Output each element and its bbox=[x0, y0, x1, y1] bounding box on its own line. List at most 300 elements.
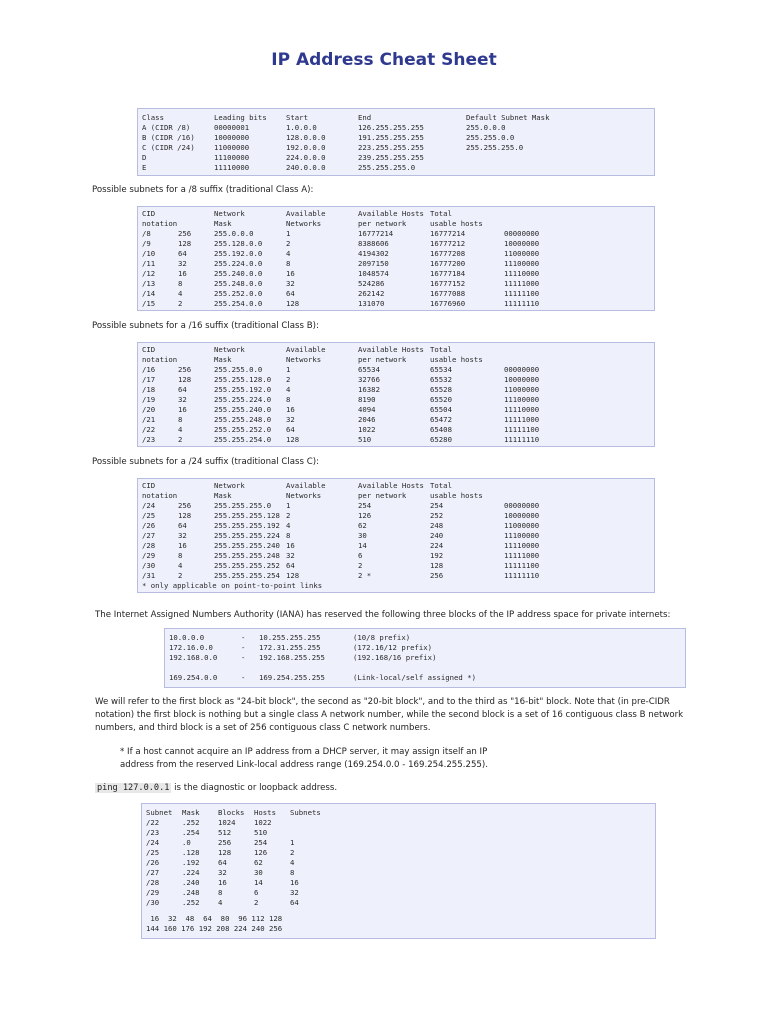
table-cell: 64 bbox=[286, 289, 295, 298]
table-cell: 2 bbox=[286, 511, 291, 520]
table-cell: 255.255.255.0 bbox=[358, 163, 416, 172]
table-cell: 1 bbox=[286, 501, 291, 510]
table-cell: /18 bbox=[142, 385, 156, 394]
table-cell: 16777212 bbox=[430, 239, 466, 248]
table-cell: 11111000 bbox=[504, 279, 540, 288]
table-cell: 224 bbox=[430, 541, 444, 550]
column-header: CID bbox=[142, 345, 156, 354]
table-cell: 255.255.255.224 bbox=[214, 531, 280, 540]
table-cell: 16 bbox=[178, 541, 187, 550]
table-cell: /23 bbox=[142, 435, 156, 444]
table-cell: 16 bbox=[286, 269, 295, 278]
table-cell: 65520 bbox=[430, 395, 452, 404]
iana-intro: The Internet Assigned Numbers Authority (IANA) has reserved the following three blocks of the IP address space for private internets: bbox=[95, 610, 671, 620]
table-cell: .252 bbox=[182, 818, 200, 827]
table-cell: 128 bbox=[178, 375, 192, 384]
column-header: Total bbox=[430, 481, 452, 490]
table-cell: 255.255.240.0 bbox=[214, 405, 272, 414]
table-cell: E bbox=[142, 163, 147, 172]
table-cell: 11111100 bbox=[504, 561, 540, 570]
table-cell: 256 bbox=[178, 365, 192, 374]
column-header: usable hosts bbox=[430, 355, 483, 364]
table-cell: 11000000 bbox=[504, 521, 540, 530]
table-cell: 32 bbox=[218, 868, 227, 877]
table-cell: 65504 bbox=[430, 405, 452, 414]
table-cell: 255.224.0.0 bbox=[214, 259, 263, 268]
table-cell: 16 bbox=[218, 878, 227, 887]
table-cell: 64 bbox=[178, 385, 187, 394]
table-cell: 16 bbox=[290, 878, 299, 887]
section-b-caption: Possible subnets for a /16 suffix (traditional Class B): bbox=[92, 321, 319, 331]
column-header: Available bbox=[286, 209, 326, 218]
table-cell: 64 bbox=[286, 425, 295, 434]
column-header: Hosts bbox=[254, 808, 276, 817]
column-header: Networks bbox=[286, 491, 322, 500]
table-cell: - bbox=[241, 643, 246, 652]
table-cell: 128 bbox=[286, 435, 300, 444]
column-header: Available Hosts bbox=[358, 481, 424, 490]
table-cell: .192 bbox=[182, 858, 200, 867]
table-cell: 16777208 bbox=[430, 249, 466, 258]
table-cell: 255.254.0.0 bbox=[214, 299, 263, 308]
table-cell: 256 bbox=[430, 571, 444, 580]
table-cell: 8 bbox=[286, 395, 291, 404]
block-explanation: We will refer to the first block as "24-bit block", the second as "20-bit block", and to the third as "16-bit" block. Note that (in pre-CIDR notation) the first block is nothing but a single class A network number, while the second block is a set of 16 contiguous class B network numbers, and third block is a set of 256 contiguous class C network numbers. bbox=[95, 697, 684, 733]
table-cell: A (CIDR /8) bbox=[142, 123, 191, 132]
table-cell: 32 bbox=[286, 279, 295, 288]
iana-blocks bbox=[164, 628, 686, 688]
table-cell: 2 bbox=[178, 435, 183, 444]
table-cell: 16777184 bbox=[430, 269, 466, 278]
table-cell: 16777152 bbox=[430, 279, 466, 288]
table-cell: 255.255.255.252 bbox=[214, 561, 280, 570]
table-cell: /23 bbox=[146, 828, 160, 837]
column-header: Available Hosts bbox=[358, 209, 424, 218]
table-cell: 255.255.255.0 bbox=[466, 143, 524, 152]
table-cell: 65408 bbox=[430, 425, 452, 434]
table-cell: 10000000 bbox=[504, 375, 540, 384]
column-header: Network bbox=[214, 209, 245, 218]
table-cell: 10000000 bbox=[504, 511, 540, 520]
subnet-summary-table bbox=[141, 803, 656, 939]
table-cell: 32 bbox=[286, 551, 295, 560]
table-cell: 8190 bbox=[358, 395, 376, 404]
table-cell: 32 bbox=[286, 415, 295, 424]
block-sizes-line: 144 160 176 192 208 224 240 256 bbox=[146, 924, 283, 933]
table-cell: 65528 bbox=[430, 385, 452, 394]
table-cell: 255.192.0.0 bbox=[214, 249, 263, 258]
table-cell: 11100000 bbox=[214, 153, 250, 162]
loopback-code: ping 127.0.0.1 bbox=[97, 783, 170, 793]
table-cell: 4194302 bbox=[358, 249, 389, 258]
table-cell: 64 bbox=[218, 858, 227, 867]
table-cell: 255.248.0.0 bbox=[214, 279, 263, 288]
table-cell: 2 bbox=[286, 239, 291, 248]
table-cell: 4 bbox=[178, 561, 183, 570]
table-cell: 11000000 bbox=[214, 143, 250, 152]
table-cell: /16 bbox=[142, 365, 156, 374]
table-cell: 128 bbox=[178, 239, 192, 248]
table-cell: 32766 bbox=[358, 375, 380, 384]
table-cell: 64 bbox=[178, 521, 187, 530]
table-cell: 6 bbox=[358, 551, 363, 560]
table-cell: 255.255.224.0 bbox=[214, 395, 272, 404]
table-cell: 2 bbox=[290, 848, 295, 857]
table-cell: 128 bbox=[218, 848, 232, 857]
table-cell: 255.255.255.248 bbox=[214, 551, 280, 560]
table-cell: /29 bbox=[142, 551, 156, 560]
subnet-table-b bbox=[137, 342, 655, 447]
table-cell: 254 bbox=[430, 501, 444, 510]
column-header: CID bbox=[142, 481, 156, 490]
column-header: Mask bbox=[214, 491, 232, 500]
table-cell: (10/8 prefix) bbox=[353, 633, 411, 642]
table-cell: /29 bbox=[146, 888, 160, 897]
table-cell: 4 bbox=[286, 385, 291, 394]
column-header: notation bbox=[142, 219, 178, 228]
table-cell: 255.240.0.0 bbox=[214, 269, 263, 278]
table-cell: /22 bbox=[146, 818, 160, 827]
table-cell: 192.0.0.0 bbox=[286, 143, 326, 152]
column-header: Mask bbox=[214, 355, 232, 364]
table-cell: /8 bbox=[142, 229, 151, 238]
table-cell: 11100000 bbox=[504, 259, 540, 268]
table-cell: 255.255.252.0 bbox=[214, 425, 272, 434]
table-cell: 11100000 bbox=[504, 395, 540, 404]
table-cell: D bbox=[142, 153, 147, 162]
dhcp-note: * If a host cannot acquire an IP address from a DHCP server, it may assign itself an IP address from the reserved Link-local address range (169.254.0.0 - 169.254.255.255). bbox=[120, 747, 488, 770]
table-cell: 255.255.254.0 bbox=[214, 435, 272, 444]
table-cell: /10 bbox=[142, 249, 156, 258]
table-cell: 2 bbox=[254, 898, 259, 907]
column-header: Networks bbox=[286, 219, 322, 228]
table-cell: 192.168.0.0 bbox=[169, 653, 218, 662]
table-cell: 512 bbox=[218, 828, 232, 837]
table-cell: 510 bbox=[358, 435, 372, 444]
column-header: Available bbox=[286, 481, 326, 490]
table-cell: 126 bbox=[358, 511, 372, 520]
column-header: Network bbox=[214, 481, 245, 490]
table-cell: 524286 bbox=[358, 279, 385, 288]
column-header: per network bbox=[358, 219, 407, 228]
table-cell: 16777088 bbox=[430, 289, 466, 298]
column-header: usable hosts bbox=[430, 491, 483, 500]
table-cell: 11111000 bbox=[504, 551, 540, 560]
table-cell: 11111000 bbox=[504, 415, 540, 424]
table-cell: .128 bbox=[182, 848, 200, 857]
table-cell: 16777214 bbox=[430, 229, 466, 238]
table-cell: 8 bbox=[218, 888, 223, 897]
table-cell: 128 bbox=[286, 571, 300, 580]
table-cell: 32 bbox=[178, 395, 187, 404]
table-cell: 1022 bbox=[358, 425, 376, 434]
table-cell: 6 bbox=[254, 888, 259, 897]
column-header: Leading bits bbox=[214, 113, 267, 122]
table-cell: 00000001 bbox=[214, 123, 250, 132]
table-cell: 2 bbox=[178, 571, 183, 580]
table-cell: /26 bbox=[146, 858, 160, 867]
table-cell: 11000000 bbox=[504, 249, 540, 258]
table-cell: 32 bbox=[178, 259, 187, 268]
table-cell: /31 bbox=[142, 571, 156, 580]
column-header: Subnet bbox=[146, 808, 173, 817]
table-cell: /12 bbox=[142, 269, 156, 278]
table-cell: 65280 bbox=[430, 435, 452, 444]
table-cell: 255.255.255.240 bbox=[214, 541, 280, 550]
table-cell: .252 bbox=[182, 898, 200, 907]
column-header: CID bbox=[142, 209, 156, 218]
table-cell: 255.255.248.0 bbox=[214, 415, 272, 424]
table-cell: 172.31.255.255 bbox=[259, 643, 321, 652]
table-cell: 11111110 bbox=[504, 435, 540, 444]
table-cell: 224.0.0.0 bbox=[286, 153, 326, 162]
table-cell: 254 bbox=[254, 838, 268, 847]
page-title: IP Address Cheat Sheet bbox=[271, 50, 497, 70]
column-header: End bbox=[358, 113, 372, 122]
table-cell: /13 bbox=[142, 279, 156, 288]
table-cell: 30 bbox=[358, 531, 367, 540]
column-header: Blocks bbox=[218, 808, 245, 817]
section-a-caption: Possible subnets for a /8 suffix (traditional Class A): bbox=[92, 185, 314, 195]
table-cell: /28 bbox=[146, 878, 160, 887]
table-cell: 1 bbox=[286, 365, 291, 374]
table-cell: 239.255.255.255 bbox=[358, 153, 424, 162]
table-cell: 126 bbox=[254, 848, 268, 857]
table-cell: 11111110 bbox=[504, 571, 540, 580]
table-cell: 16 bbox=[286, 405, 295, 414]
table-cell: 240.0.0.0 bbox=[286, 163, 326, 172]
table-cell: 16776960 bbox=[430, 299, 466, 308]
class-table bbox=[137, 108, 655, 176]
table-cell: /30 bbox=[146, 898, 160, 907]
table-cell: 8 bbox=[286, 531, 291, 540]
table-cell: 14 bbox=[358, 541, 367, 550]
table-cell: 00000000 bbox=[504, 365, 540, 374]
table-cell: 169.254.255.255 bbox=[259, 673, 325, 682]
table-cell: /20 bbox=[142, 405, 156, 414]
section-c-caption: Possible subnets for a /24 suffix (traditional Class C): bbox=[92, 457, 319, 467]
table-cell: /25 bbox=[142, 511, 156, 520]
table-cell: 255.255.255.0 bbox=[214, 501, 272, 510]
table-cell: 2046 bbox=[358, 415, 376, 424]
table-cell: 255.255.0.0 bbox=[466, 133, 515, 142]
table-cell: 4 bbox=[218, 898, 223, 907]
table-cell: 11110000 bbox=[504, 269, 540, 278]
column-header: Available bbox=[286, 345, 326, 354]
table-cell: 10000000 bbox=[504, 239, 540, 248]
table-cell: 4 bbox=[290, 858, 295, 867]
table-cell: /24 bbox=[146, 838, 160, 847]
table-cell: 10.255.255.255 bbox=[259, 633, 321, 642]
table-cell: 8 bbox=[178, 551, 183, 560]
table-cell: .0 bbox=[182, 838, 191, 847]
column-header: Class bbox=[142, 113, 164, 122]
table-cell: 262142 bbox=[358, 289, 385, 298]
table-cell: 30 bbox=[254, 868, 263, 877]
table-cell: 11111110 bbox=[504, 299, 540, 308]
table-cell: 255.0.0.0 bbox=[466, 123, 506, 132]
table-cell: /21 bbox=[142, 415, 156, 424]
column-header: Mask bbox=[214, 219, 232, 228]
table-cell: 4 bbox=[286, 521, 291, 530]
table-cell: 4 bbox=[178, 289, 183, 298]
table-cell: 255.255.255.128 bbox=[214, 511, 280, 520]
table-cell: 255.128.0.0 bbox=[214, 239, 263, 248]
table-cell: 32 bbox=[178, 531, 187, 540]
table-cell: 11110000 bbox=[504, 541, 540, 550]
table-cell: 126.255.255.255 bbox=[358, 123, 424, 132]
table-cell: /30 bbox=[142, 561, 156, 570]
column-header: Networks bbox=[286, 355, 322, 364]
column-header: notation bbox=[142, 355, 178, 364]
table-cell: /19 bbox=[142, 395, 156, 404]
loopback-line bbox=[95, 782, 337, 795]
table-cell: 254 bbox=[358, 501, 372, 510]
table-cell: 2 * bbox=[358, 571, 372, 580]
table-cell: 11110000 bbox=[214, 163, 250, 172]
table-cell: /24 bbox=[142, 501, 156, 510]
table-cell: /25 bbox=[146, 848, 160, 857]
table-cell: (192.168/16 prefix) bbox=[353, 653, 437, 662]
table-cell: /15 bbox=[142, 299, 156, 308]
table-cell: 11100000 bbox=[504, 531, 540, 540]
table-cell: 64 bbox=[286, 561, 295, 570]
table-cell: 2097150 bbox=[358, 259, 389, 268]
table-cell: C (CIDR /24) bbox=[142, 143, 195, 152]
table-cell: 16777214 bbox=[358, 229, 394, 238]
column-header: Total bbox=[430, 345, 452, 354]
table-cell: 11111100 bbox=[504, 289, 540, 298]
table-cell: 255.255.255.254 bbox=[214, 571, 280, 580]
table-cell: 240 bbox=[430, 531, 444, 540]
table-cell: 256 bbox=[218, 838, 232, 847]
table-cell: 10.0.0.0 bbox=[169, 633, 205, 642]
table-cell: /11 bbox=[142, 259, 156, 268]
table-cell: 62 bbox=[254, 858, 263, 867]
table-cell: /9 bbox=[142, 239, 151, 248]
table-cell: 16777200 bbox=[430, 259, 466, 268]
table-cell: 131070 bbox=[358, 299, 385, 308]
table-cell: - bbox=[241, 653, 246, 662]
table-cell: 65534 bbox=[358, 365, 380, 374]
table-cell: 62 bbox=[358, 521, 367, 530]
table-cell: 00000000 bbox=[504, 501, 540, 510]
table-cell: 1048574 bbox=[358, 269, 389, 278]
table-cell: 16382 bbox=[358, 385, 380, 394]
table-cell: 2 bbox=[358, 561, 363, 570]
table-cell: 8 bbox=[178, 415, 183, 424]
table-cell: (Link-local/self assigned *) bbox=[353, 673, 477, 682]
table-cell: 248 bbox=[430, 521, 444, 530]
table-cell: 1 bbox=[286, 229, 291, 238]
column-header: Total bbox=[430, 209, 452, 218]
table-cell: .248 bbox=[182, 888, 200, 897]
table-cell: 16 bbox=[286, 541, 295, 550]
table-cell: 255.0.0.0 bbox=[214, 229, 254, 238]
table-cell: 510 bbox=[254, 828, 268, 837]
table-cell: /27 bbox=[146, 868, 160, 877]
table-cell: 8 bbox=[286, 259, 291, 268]
table-cell: 65472 bbox=[430, 415, 452, 424]
table-cell: /17 bbox=[142, 375, 156, 384]
table-cell: 4 bbox=[178, 425, 183, 434]
table-cell: .224 bbox=[182, 868, 200, 877]
table-cell: 1024 bbox=[218, 818, 236, 827]
table-cell: 4094 bbox=[358, 405, 376, 414]
table-cell: 191.255.255.255 bbox=[358, 133, 424, 142]
table-cell: 256 bbox=[178, 501, 192, 510]
column-header: Default Subnet Mask bbox=[466, 113, 550, 122]
table-cell: /26 bbox=[142, 521, 156, 530]
column-header: notation bbox=[142, 491, 178, 500]
table-cell: 65534 bbox=[430, 365, 452, 374]
table-cell: 255.255.0.0 bbox=[214, 365, 263, 374]
table-cell: 128 bbox=[430, 561, 444, 570]
column-header: usable hosts bbox=[430, 219, 483, 228]
table-cell: 172.16.0.0 bbox=[169, 643, 213, 652]
table-cell: 255.255.128.0 bbox=[214, 375, 272, 384]
table-cell: 255.255.255.192 bbox=[214, 521, 280, 530]
table-cell: 14 bbox=[254, 878, 263, 887]
table-cell: - bbox=[241, 633, 246, 642]
table-cell: /28 bbox=[142, 541, 156, 550]
table-cell: - bbox=[241, 673, 246, 682]
table-cell: 223.255.255.255 bbox=[358, 143, 424, 152]
table-cell: 128.0.0.0 bbox=[286, 133, 326, 142]
table-cell: 192 bbox=[430, 551, 444, 560]
table-cell: 11110000 bbox=[504, 405, 540, 414]
column-header: Mask bbox=[182, 808, 200, 817]
table-cell: 255.252.0.0 bbox=[214, 289, 263, 298]
table-cell: 8 bbox=[290, 868, 295, 877]
table-cell: 64 bbox=[290, 898, 299, 907]
table-cell: 2 bbox=[178, 299, 183, 308]
table-cell: 192.168.255.255 bbox=[259, 653, 325, 662]
table-cell: /22 bbox=[142, 425, 156, 434]
table-cell: (172.16/12 prefix) bbox=[353, 643, 433, 652]
table-cell: 1022 bbox=[254, 818, 272, 827]
table-cell: .254 bbox=[182, 828, 200, 837]
table-cell: /27 bbox=[142, 531, 156, 540]
loopback-text: is the diagnostic or loopback address. bbox=[171, 783, 338, 793]
table-cell: 255.255.192.0 bbox=[214, 385, 272, 394]
subnet-table-c bbox=[137, 478, 655, 593]
table-cell: 4 bbox=[286, 249, 291, 258]
table-cell: 8 bbox=[178, 279, 183, 288]
table-cell: 128 bbox=[178, 511, 192, 520]
table-cell: 169.254.0.0 bbox=[169, 673, 218, 682]
column-header: per network bbox=[358, 355, 407, 364]
column-header: per network bbox=[358, 491, 407, 500]
column-header: Start bbox=[286, 113, 308, 122]
subnet-table-a bbox=[137, 206, 655, 311]
table-cell: 252 bbox=[430, 511, 444, 520]
table-cell: 32 bbox=[290, 888, 299, 897]
table-cell: 65532 bbox=[430, 375, 452, 384]
column-header: Network bbox=[214, 345, 245, 354]
table-cell: 8388606 bbox=[358, 239, 389, 248]
table-cell: 10000000 bbox=[214, 133, 250, 142]
table-cell: 128 bbox=[286, 299, 300, 308]
table-cell: .240 bbox=[182, 878, 200, 887]
table-cell: 16 bbox=[178, 269, 187, 278]
table-cell: 256 bbox=[178, 229, 192, 238]
table-cell: 2 bbox=[286, 375, 291, 384]
table-cell: 1 bbox=[290, 838, 295, 847]
table-cell: 1.0.0.0 bbox=[286, 123, 317, 132]
table-footnote: * only applicable on point-to-point links bbox=[142, 581, 323, 590]
block-sizes-line: 16 32 48 64 80 96 112 128 bbox=[146, 914, 283, 923]
